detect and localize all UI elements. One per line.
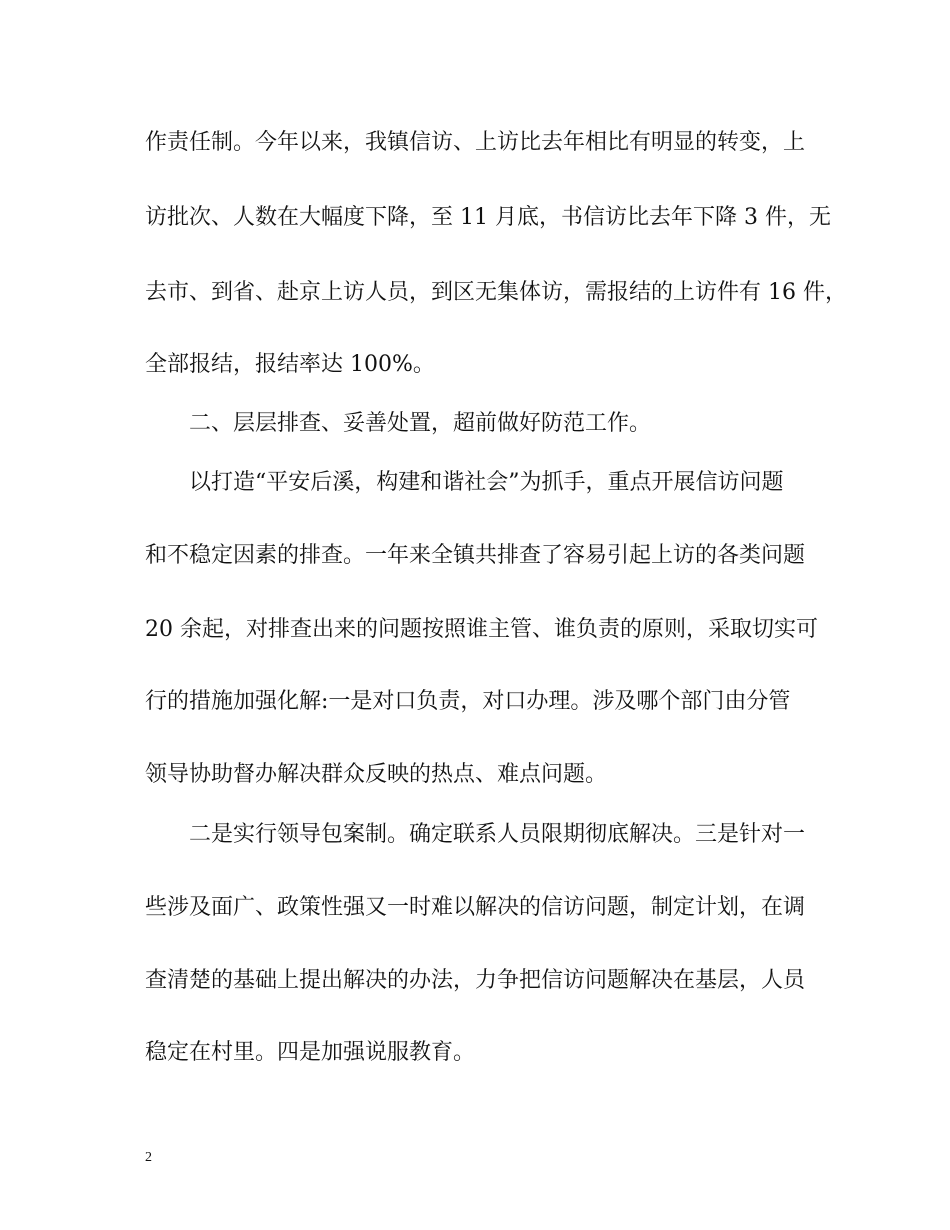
- section-heading: 二、层层排查、妥善处置，超前做好防范工作。: [189, 411, 652, 436]
- body-text-line: 访批次、人数在大幅度下降，至 11 月底，书信访比去年下降 3 件，无: [145, 205, 831, 230]
- body-text-line: 行的措施加强化解:一是对口负责，对口办理。涉及哪个部门由分管: [145, 689, 791, 714]
- body-text-line: 20 余起，对排查出来的问题按照谁主管、谁负责的原则，采取切实可: [145, 617, 818, 642]
- body-text-line: 稳定在村里。四是加强说服教育。: [145, 1040, 476, 1065]
- body-text-line: 以打造“平安后溪，构建和谐社会”为抓手，重点开展信访问题: [189, 470, 784, 495]
- body-text-line: 作责任制。今年以来，我镇信访、上访比去年相比有明显的转变，上: [145, 130, 806, 155]
- page-number: 2: [145, 1150, 152, 1165]
- body-text-line: 些涉及面广、政策性强又一时难以解决的信访问题，制定计划，在调: [145, 895, 806, 920]
- body-text-line: 领导协助督办解决群众反映的热点、难点问题。: [145, 762, 608, 787]
- body-text-line: 去市、到省、赴京上访人员，到区无集体访，需报结的上访件有 16 件，: [145, 280, 847, 305]
- body-text-line: 和不稳定因素的排查。一年来全镇共排查了容易引起上访的各类问题: [145, 543, 806, 568]
- body-text-line: 查清楚的基础上提出解决的办法，力争把信访问题解决在基层，人员: [145, 968, 806, 993]
- body-text-line: 二是实行领导包案制。确定联系人员限期彻底解决。三是针对一: [189, 822, 806, 847]
- body-text-line: 全部报结，报结率达 100%。: [145, 352, 435, 377]
